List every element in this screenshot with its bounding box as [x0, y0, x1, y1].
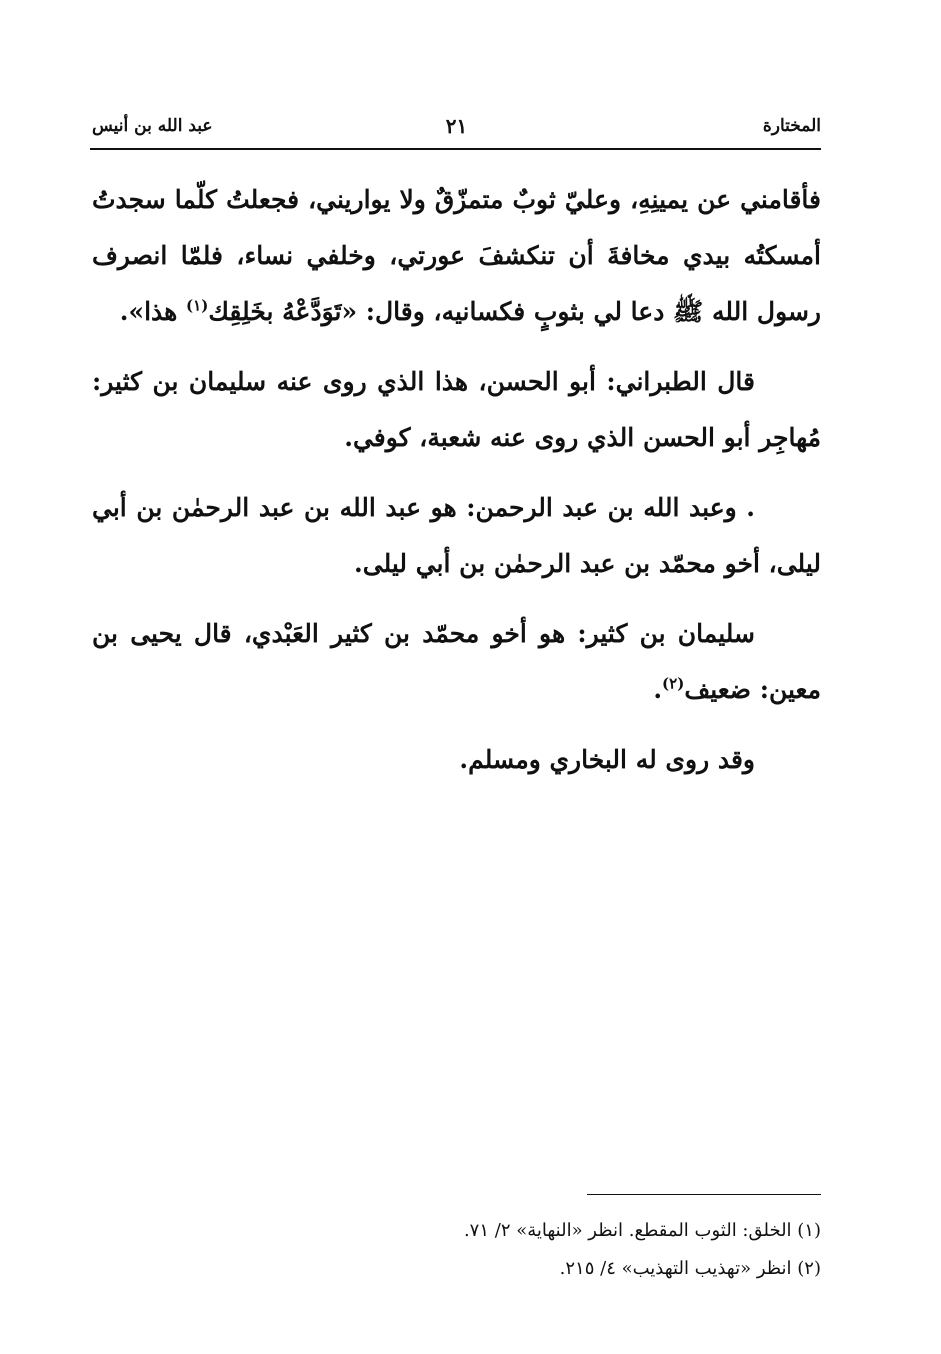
footnote-2: (٢) انظر «تهذيب التهذيب» ٤/ ٢١٥. — [559, 1258, 821, 1279]
page-number: ٢١ — [445, 114, 468, 138]
header-rule — [90, 148, 821, 150]
footnote-ref-1: (١) — [186, 296, 209, 315]
footnotes — [92, 1212, 821, 1288]
paragraph-abdullah: . وعبد الله بن عبد الرحمن: هو عبد الله بن عبد الرحمٰن بن أبي ليلى، أخو محمّد بن عبد الرحمٰن بن أبي ليلى. — [92, 493, 821, 578]
paragraph-bukhari: وقد روى له البخاري ومسلم. — [459, 745, 755, 774]
paragraph-hadith: فأقامني عن يمينِهِ، وعليّ ثوبٌ متمزّقٌ ولا يواريني، فجعلتُ كلّما سجدتُ أمسكتُه بيدي مخافةَ أن تنكشفَ عورتي، وخلفي نساء، فلمّا انصرف رسول الله ﷺ دعا لي بثوبٍ فكسانيه، وقال: «تَوَدَّعْهُ بخَلِقِك$^{(١)}$ هذا». — [92, 185, 821, 326]
footnote-ref-2: (٢) — [662, 674, 685, 693]
main-text — [92, 172, 821, 802]
chapter-title: عبد الله بن أنيس — [92, 116, 213, 136]
running-header — [92, 110, 821, 144]
footnote-1: (١) الخلق: الثوب المقطع. انظر «النهاية» ٢/ ٧١. — [463, 1220, 821, 1241]
book-title: المختارة — [762, 116, 821, 136]
footnote-rule — [587, 1194, 821, 1195]
paragraph-tabarani: قال الطبراني: أبو الحسن، هذا الذي روى عنه سليمان بن كثير: مُهاجِر أبو الحسن الذي روى عنه شعبة، كوفي. — [92, 367, 821, 452]
paragraph-sulayman: سليمان بن كثير: هو أخو محمّد بن كثير العَبْدي، قال يحيى بن معين: ضعيف$^{(٢)}$. — [92, 619, 821, 704]
